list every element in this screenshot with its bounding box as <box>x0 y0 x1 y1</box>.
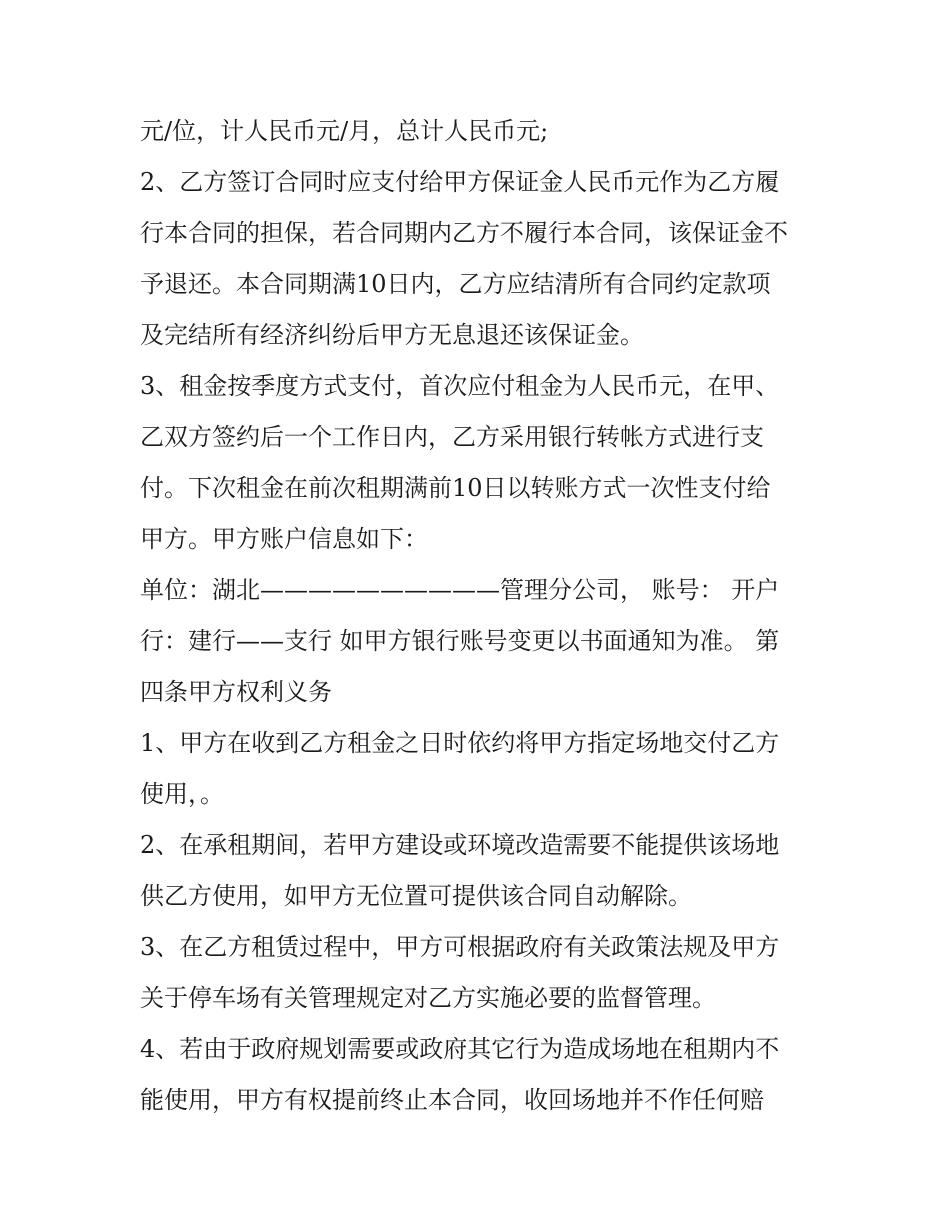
text-line: 供乙方使用，如甲方无位置可提供该合同自动解除。 <box>140 882 692 910</box>
text-line: 甲方。甲方账户信息如下： <box>140 525 428 553</box>
text-line: 四条甲方权利义务 <box>140 678 332 706</box>
text-line: 4、若由于政府规划需要或政府其它行为造成场地在租期内不 <box>140 1035 780 1063</box>
text-line: 及完结所有经济纠纷后甲方无息退还该保证金。 <box>140 321 644 349</box>
text-line: 乙双方签约后一个工作日内，乙方采用银行转帐方式进行支 <box>140 423 764 451</box>
text-line: 2、在承租期间，若甲方建设或环境改造需要不能提供该场地 <box>140 831 780 859</box>
text-line: 3、租金按季度方式支付，首次应付租金为人民币元，在甲、 <box>140 372 780 400</box>
text-line: 行本合同的担保，若合同期内乙方不履行本合同，该保证金不 <box>140 219 788 247</box>
document-body <box>140 106 812 1126</box>
text-line: 使用，。 <box>140 780 224 808</box>
text-line: 单位：湖北——————————管理分公司， 账号： 开户 <box>140 576 780 604</box>
text-line: 2、乙方签订合同时应支付给甲方保证金人民币元作为乙方履 <box>140 168 780 196</box>
text-line: 行：建行——支行 如甲方银行账号变更以书面通知为准。 第 <box>140 627 780 655</box>
text-line: 付。下次租金在前次租期满前10日以转账方式一次性支付给 <box>140 474 771 502</box>
text-line: 1、甲方在收到乙方租金之日时依约将甲方指定场地交付乙方 <box>140 729 780 757</box>
text-line: 予退还。本合同期满10日内，乙方应结清所有合同约定款项 <box>140 270 771 298</box>
text-line: 元/位，计人民币元/月，总计人民币元; <box>140 117 549 145</box>
text-line: 能使用，甲方有权提前终止本合同，收回场地并不作任何赔 <box>140 1086 764 1114</box>
text-line: 3、在乙方租赁过程中，甲方可根据政府有关政策法规及甲方 <box>140 933 780 961</box>
text-line: 关于停车场有关管理规定对乙方实施必要的监督管理。 <box>140 984 716 1012</box>
